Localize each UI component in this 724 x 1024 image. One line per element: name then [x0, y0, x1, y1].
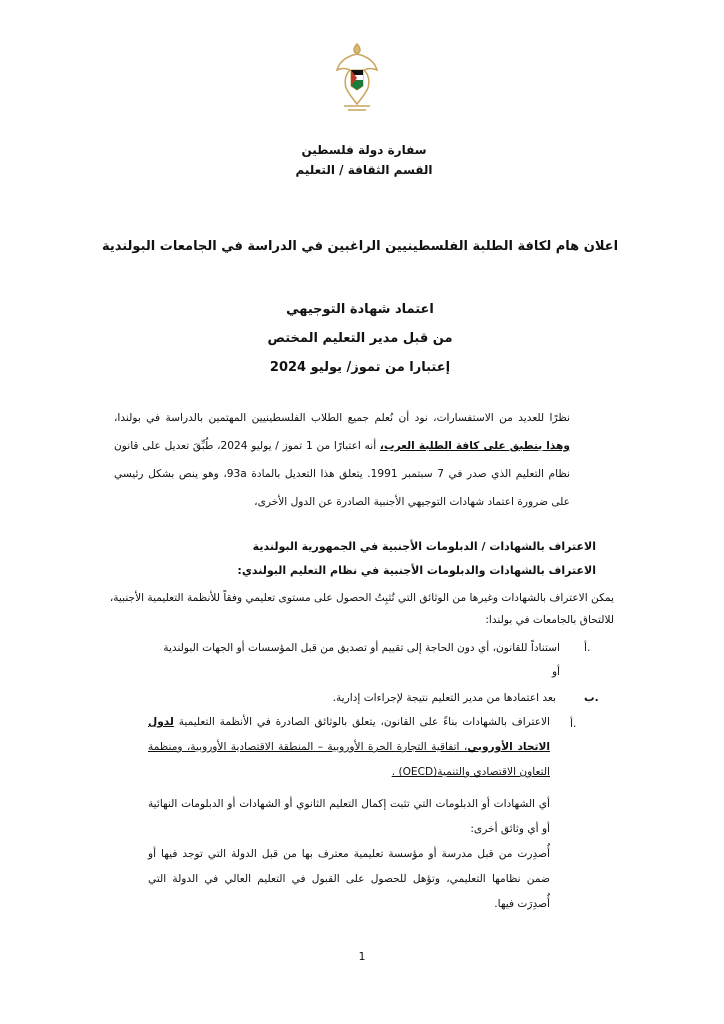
clause-a-text-2: ، اتفاقية التجارة الحرة الأوروبية – المنطقة الاقتصادية الأوروبية، ومنظمة التعاون الاقتصادي والتنمية(OECD) . [148, 741, 550, 778]
subtitle-date: إعتبارا من تموز/ يوليو 2024 [269, 360, 451, 375]
announcement-title: اعلان هام لكافة الطلبة الفلسطينيين الراغبين في الدراسة في الجامعات البولندية [101, 239, 619, 254]
item-b-text: بعد اعتمادها من مدير التعليم نتيجة لإجراءات إدارية. [332, 692, 556, 704]
page-number: 1 [358, 950, 366, 963]
section-heading-1: الاعتراف بالشهادات / الدبلومات الأجنبية في الجمهورية البولندية [252, 540, 596, 553]
clause-a-paragraph [148, 710, 550, 785]
intro-paragraph [114, 404, 570, 516]
section-heading-2: الاعتراف بالشهادات والدبلومات الأجنبية في نظام التعليم البولندي: [237, 564, 596, 577]
clause-a-marker: أ. [570, 718, 577, 730]
section-body-line-2: للالتحاق بالجامعات في بولندا: [485, 614, 614, 626]
intro-text-1: نظرًا للعديد من الاستفسارات، نود أن نُعلم جميع الطلاب الفلسطينيين المهتمين بالدراسة في بولندا، [114, 412, 570, 424]
clause-a-text-1: الاعتراف بالشهادات بناءً على القانون، يتعلق بالوثائق الصادرة في الأنظمة التعليمية [173, 716, 550, 728]
item-b-marker: ب. [584, 692, 599, 704]
item-a-marker: أ. [584, 642, 591, 654]
section-body-line-1: يمكن الاعتراف بالشهادات وغيرها من الوثائق التي تُثبِتُ الحصول على مستوى تعليمي وفقاً للأنظمة التعليمية الأجنبية، [109, 592, 614, 604]
palestine-emblem-icon [334, 40, 380, 114]
clause-a-eu-text: لدول الاتحاد الأوروبي [148, 716, 550, 753]
closing-paragraph-2: أُصدِرت من قبل مدرسة أو مؤسسة تعليمية معترف بها من قبل الدولة التي توجد فيها أو ضمن نظامها التعليمي، وتؤهل للحصول على القبول في التعليم العالي في الدولة التي أُصدِرَت فيها. [148, 848, 550, 910]
department-name: القسم الثقافة / التعليم [295, 163, 433, 177]
intro-text-2: أنه اعتبارًا من 1 تموز / يوليو 2024، طُبِّقَ تعديل على قانون نظام التعليم الذي صدر في 7 سبتمبر 1991. يتعلق هذا التعديل بالمادة 93a، وهو ينص بشكل رئيسي على ضرورة اعتماد شهادات التوجيهي الأجنبية الصادرة عن الدول الأخرى، [114, 440, 570, 508]
item-a-text: استناداً للقانون، أي دون الحاجة إلى تقييم أو تصديق من قبل المؤسسات أو الجهات البولندية [163, 642, 560, 654]
embassy-name: سفارة دولة فلسطين [301, 143, 427, 157]
or-text: أو [551, 666, 560, 678]
intro-underlined-text: وهذا ينطبق على كافة الطلبة العرب، [379, 440, 570, 452]
closing-paragraph-1: أي الشهادات أو الدبلومات التي تثبت إكمال التعليم الثانوي أو الشهادات أو الدبلومات النهائية أو أي وثائق أخرى: [148, 798, 550, 835]
subtitle-director: من قبل مدير التعليم المختص [267, 331, 453, 346]
subtitle-certification: اعتماد شهادة التوجيهي [286, 302, 434, 317]
